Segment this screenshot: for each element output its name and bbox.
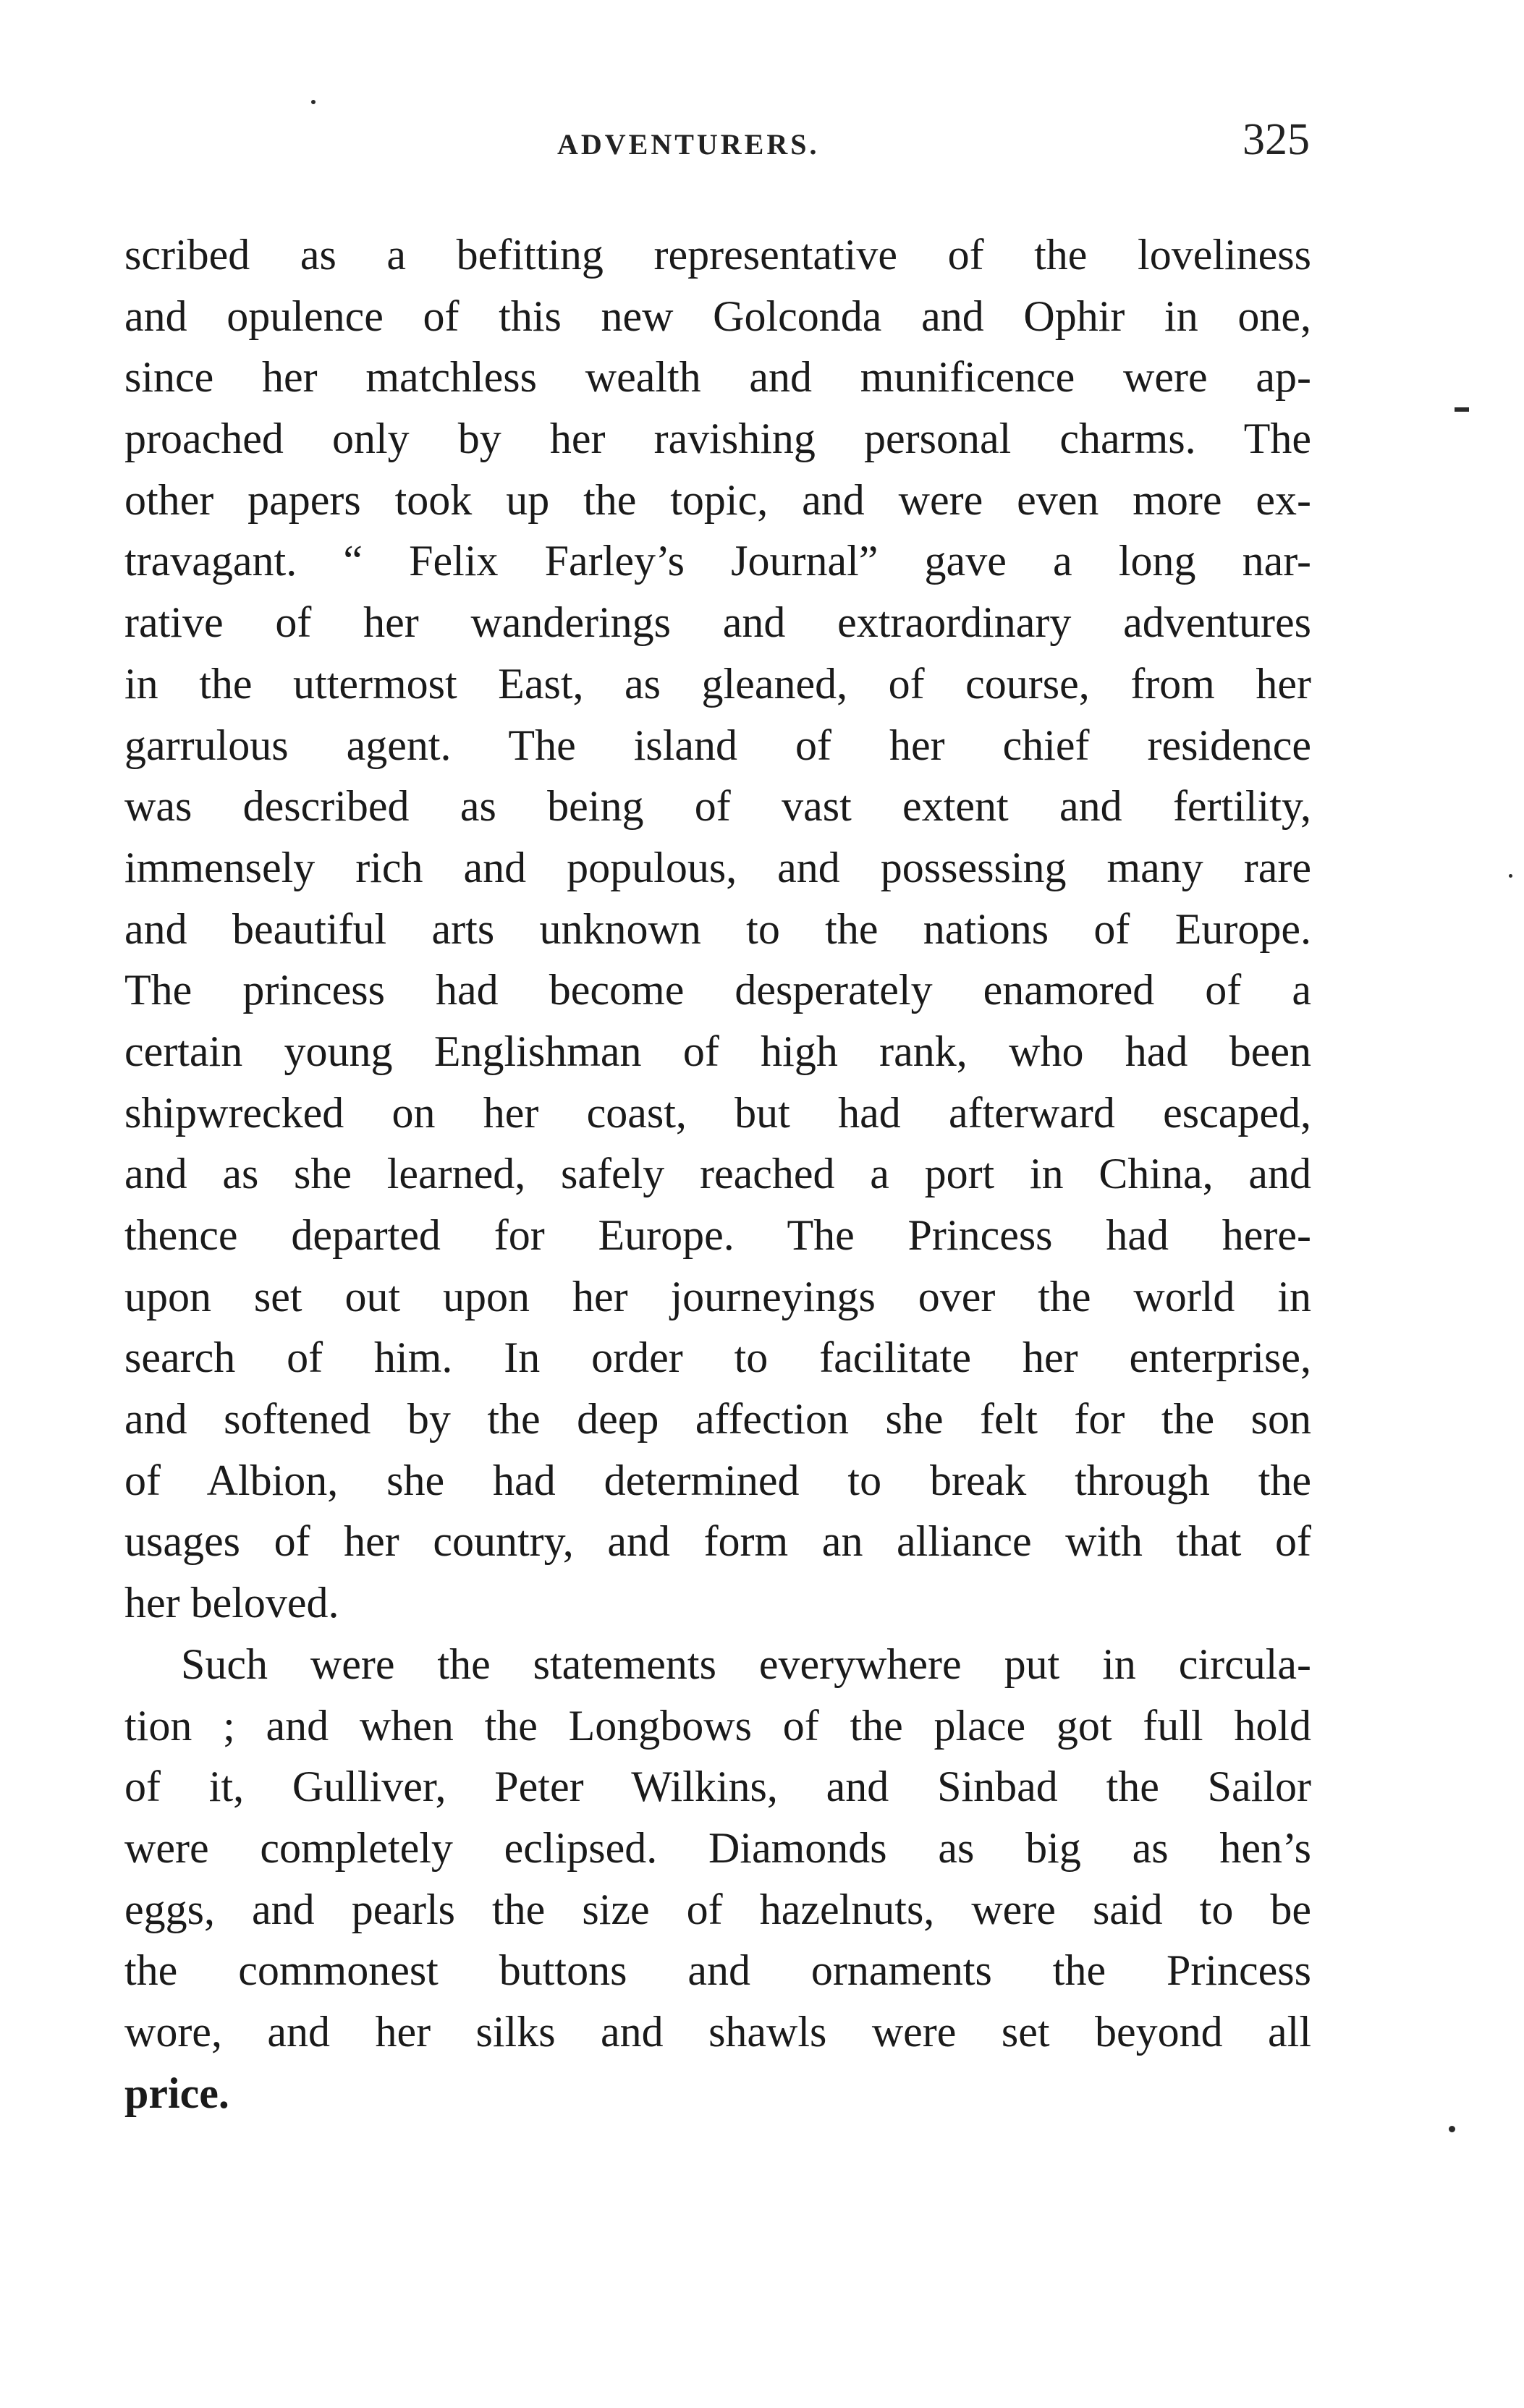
text-line: and beautiful arts unknown to the nations of Europe.: [124, 904, 1311, 953]
text-line: other papers took up the topic, and were even more ex-: [124, 475, 1311, 524]
paragraph-end-line: price.: [124, 2069, 229, 2117]
text-line: shipwrecked on her coast, but had afterward escaped,: [124, 1088, 1311, 1137]
text-line: eggs, and pearls the size of hazelnuts, were said to be: [124, 1885, 1311, 1933]
text-line: rative of her wanderings and extraordinary adventures: [124, 598, 1311, 647]
running-head-title: ADVENTURERS.: [557, 128, 820, 161]
text-line: certain young Englishman of high rank, who had been: [124, 1027, 1311, 1075]
text-line: tion ; and when the Longbows of the place got full hold: [124, 1701, 1311, 1750]
text-line: wore, and her silks and shawls were set beyond all: [124, 2007, 1311, 2056]
text-line: travagant. “ Felix Farley’s Journal” gave a long nar-: [124, 537, 1311, 585]
print-speck: [311, 100, 316, 104]
text-line: of it, Gulliver, Peter Wilkins, and Sinbad the Sailor: [124, 1763, 1311, 1811]
text-line: The princess had become desperately enamored of a: [124, 966, 1311, 1014]
page-number: 325: [1243, 115, 1310, 164]
paragraph-start-line: Such were the statements everywhere put in circula-: [181, 1640, 1311, 1688]
text-line: scribed as a befitting representative of the loveliness: [124, 231, 1311, 279]
text-line: garrulous agent. The island of her chief residence: [124, 721, 1311, 769]
text-line: upon set out upon her journeyings over the world in: [124, 1272, 1311, 1320]
text-line: since her matchless wealth and munificence were ap-: [124, 353, 1311, 402]
text-line: thence departed for Europe. The Princess had here-: [124, 1211, 1311, 1259]
running-head: [123, 114, 1310, 172]
print-speck: [1509, 874, 1512, 878]
text-line: proached only by her ravishing personal charms. The: [124, 415, 1311, 463]
text-line: and opulence of this new Golconda and Ophir in one,: [124, 292, 1311, 340]
text-line: usages of her country, and form an alliance with that of: [124, 1517, 1311, 1566]
body-text: [124, 224, 1311, 2124]
paragraph-end-line: her beloved.: [124, 1579, 339, 1627]
text-line: immensely rich and populous, and possessing many rare: [124, 843, 1311, 891]
text-line: of Albion, she had determined to break through the: [124, 1456, 1311, 1504]
text-line: search of him. In order to facilitate her enterprise,: [124, 1334, 1311, 1382]
text-line: the commonest buttons and ornaments the Princess: [124, 1946, 1311, 1995]
text-line: in the uttermost East, as gleaned, of course, from her: [124, 659, 1311, 708]
text-line: was described as being of vast extent and fertility,: [124, 782, 1311, 831]
margin-dash-mark: [1455, 407, 1469, 412]
text-line: were completely eclipsed. Diamonds as big as hen’s: [124, 1823, 1311, 1872]
print-speck: [1449, 2126, 1455, 2132]
text-line: and softened by the deep affection she felt for the son: [124, 1395, 1311, 1443]
text-line: and as she learned, safely reached a port in China, and: [124, 1150, 1311, 1198]
